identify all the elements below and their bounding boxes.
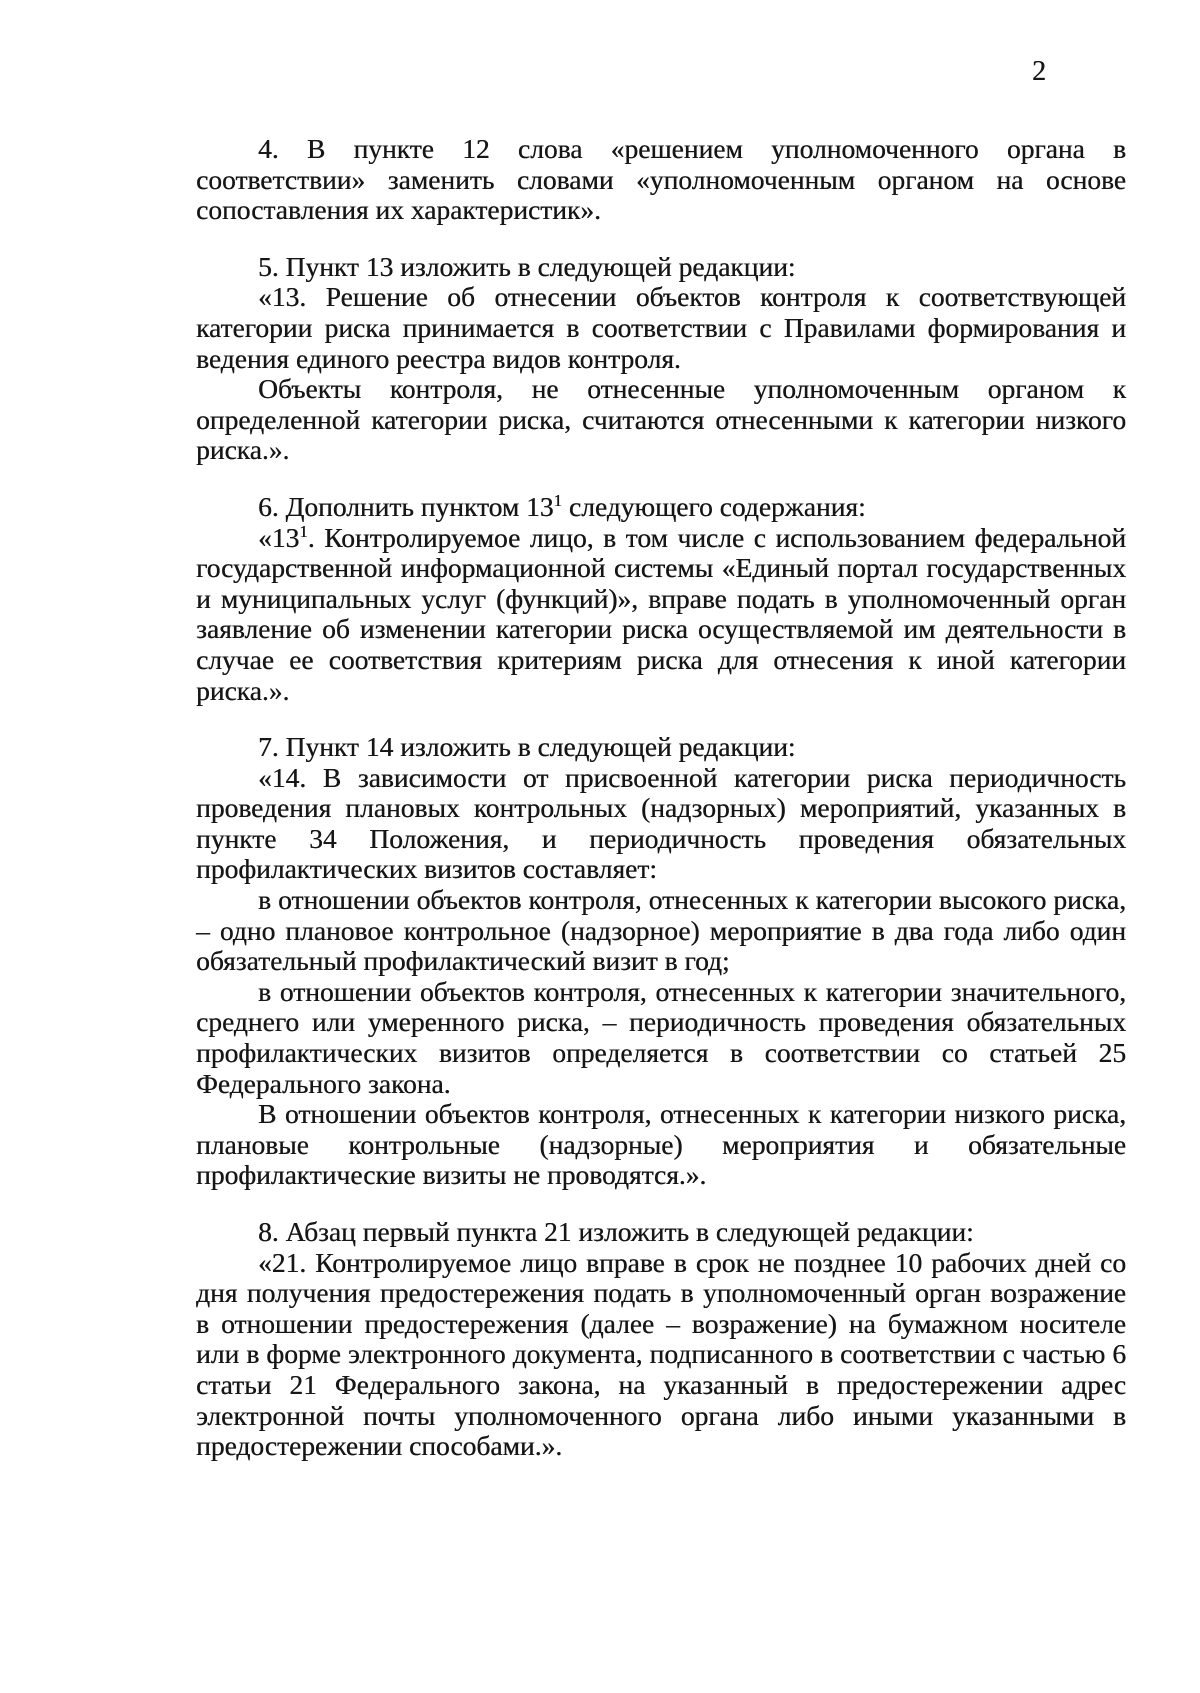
item-7-quote-paragraph-2: в отношении объектов контроля, отнесенных к категории высокого риска, – одно плановое контрольное (надзорное) мероприятие в два года либо один обязательный профилактический визит в год;: [196, 884, 1126, 977]
item-6-quote-paragraph: [196, 523, 1126, 707]
item-7-quote-paragraph-1: «14. В зависимости от присвоенной категории риска периодичность проведения плановых контрольных (надзорных) мероприятий, указанных в пункте 34 Положения, и периодичность проведения обязательных профилактических визитов составляет:: [196, 761, 1126, 885]
amendment-item-6: [196, 492, 1126, 706]
amendment-item-8: [196, 1217, 1126, 1462]
document-body: [196, 134, 1126, 1488]
item-5-header: 5. Пункт 13 изложить в следующей редакции:: [258, 250, 796, 282]
item-6-header: [196, 492, 1126, 523]
item-6-header-text: 6. Дополнить пунктом 13: [258, 490, 554, 522]
item-6-quote-superscript: 1: [299, 521, 308, 541]
item-6-quote-text: . Контролируемое лицо, в том числе с использованием федеральной государственной информационной системы «Единый портал государственных и муниципальных услуг (функций)», вправе подать в уполномоченный орган заявление об изменении категории риска осуществляемой им деятельности в случае ее соответствия критериям риска для отнесения к иной категории риска.».: [196, 521, 1126, 706]
item-7-quote-paragraph-4: В отношении объектов контроля, отнесенных к категории низкого риска, плановые контрольные (надзорные) мероприятия и обязательные профилактические визиты не проводятся.».: [196, 1098, 1126, 1191]
page-number: 2: [1032, 56, 1046, 87]
item-6-header-superscript: 1: [553, 490, 563, 510]
item-5-quote-paragraph-1: «13. Решение об отнесении объектов контроля к соответствующей категории риска принимается в соответствии с Правилами формирования и ведения единого реестра видов контроля.: [196, 281, 1126, 374]
item-8-quote-paragraph: «21. Контролируемое лицо вправе в срок не позднее 10 рабочих дней со дня получения предостережения подать в уполномоченный орган возражение в отношении предостережения (далее – возражение) на бумажном носителе или в форме электронного документа, подписанного в соответствии с частью 6 статьи 21 Федерального закона, на указанный в предостережении адрес электронной почты уполномоченного органа либо иными указанными в предостережении способами.».: [196, 1246, 1126, 1462]
item-7-header: 7. Пункт 14 изложить в следующей редакции:: [258, 731, 796, 763]
amendment-item-5: [196, 252, 1126, 466]
item-6-header-text-end: следующего содержания:: [562, 490, 866, 522]
item-8-header: 8. Абзац первый пункта 21 изложить в следующей редакции:: [258, 1216, 974, 1247]
item-5-quote-paragraph-2: Объекты контроля, не отнесенные уполномоченным органом к определенной категории риска, считаются отнесенными к категории низкого риска.».: [196, 373, 1126, 466]
item-4-text: 4. В пункте 12 слова «решением уполномоченного органа в соответствии» заменить словами «уполномоченным органом на основе сопоставления их характеристик».: [196, 133, 1126, 226]
amendment-item-4: [196, 134, 1126, 226]
amendment-item-7: [196, 732, 1126, 1191]
item-6-quote-number: «13: [258, 521, 300, 553]
item-7-quote-paragraph-3: в отношении объектов контроля, отнесенных к категории значительного, среднего или умеренного риска, – периодичность проведения обязательных профилактических визитов определяется в соответствии со статьей 25 Федерального закона.: [196, 975, 1126, 1099]
